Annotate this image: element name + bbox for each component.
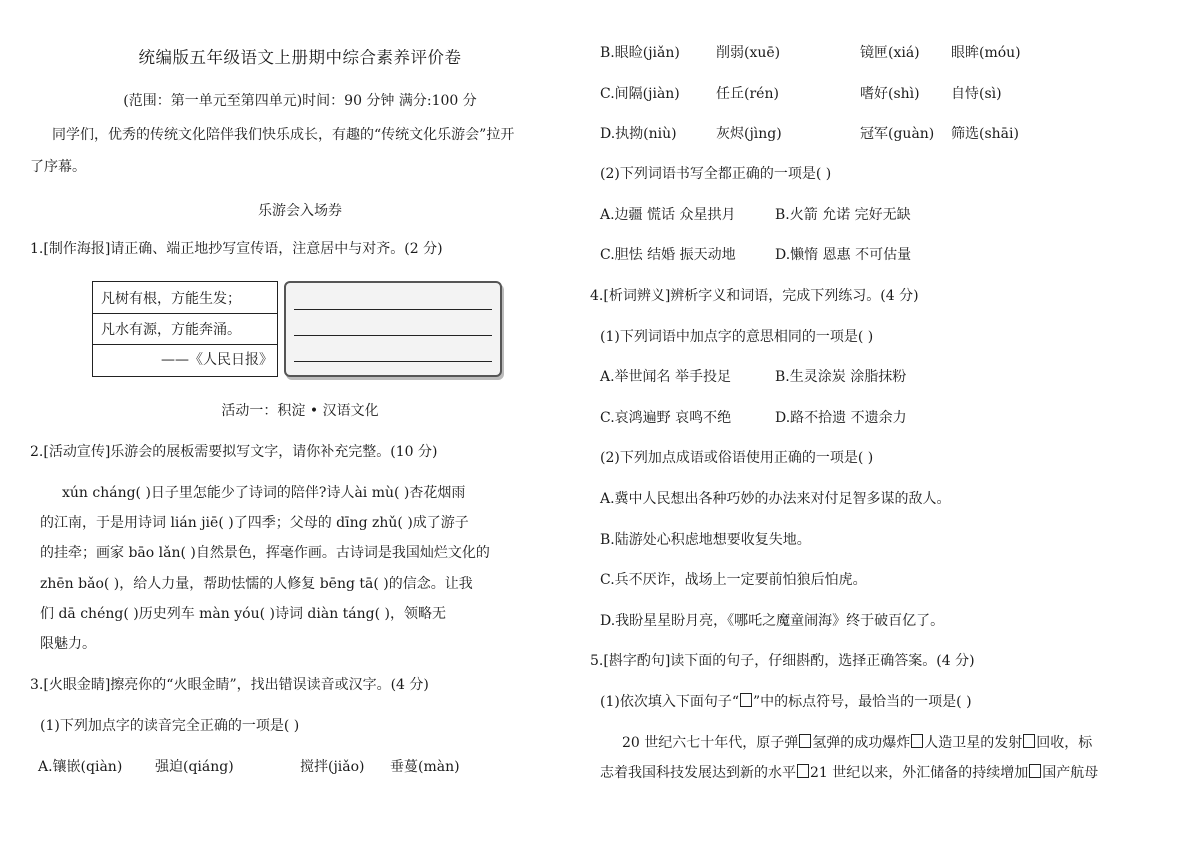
question-5: 5.[斟字酌句]读下面的句子，仔细斟酌，选择正确答案。(4 分) — [590, 653, 975, 669]
q2-line-5: 们 dā chéng( )历史列车 màn yóu( )诗词 diàn táng( )，领略无 — [40, 606, 446, 622]
section-ticket: 乐游会入场券 — [258, 203, 342, 219]
question-1: 1.[制作海报]请正确、端正地抄写宣传语，注意居中与对齐。(2 分) — [30, 241, 443, 257]
q3-1-option-b-3: 镜匣(xiá) — [860, 45, 920, 61]
q5-passage-seg: 国产航母 — [1042, 765, 1099, 781]
q4-part-2: (2)下列加点成语或俗语使用正确的一项是( ) — [600, 450, 874, 466]
q4-2-option-b: B.陆游处心积虑地想要收复失地。 — [600, 532, 811, 548]
q3-1-option-d-3: 冠军(guàn) — [860, 126, 935, 142]
q4-2-option-d: D.我盼星星盼月亮，《哪吒之魔童闹海》终于破百亿了。 — [600, 613, 945, 629]
q4-2-option-c: C.兵不厌诈，战场上一定要前怕狼后怕虎。 — [600, 572, 867, 588]
blank-mark-icon — [740, 693, 752, 707]
q3-part-1: (1)下列加点字的读音完全正确的一项是( ) — [40, 718, 300, 734]
q4-1-option-c: C.哀鸿遍野 哀鸣不绝 — [600, 410, 732, 426]
q3-1-option-b-1: B.眼睑(jiǎn) — [600, 45, 680, 61]
intro-line-1: 同学们，优秀的传统文化陪伴我们快乐成长，有趣的“传统文化乐游会”拉开 — [52, 127, 515, 143]
q3-2-option-b: B.火箭 允诺 完好无缺 — [775, 207, 911, 223]
q3-1-option-d-1: D.执拗(niù) — [600, 126, 677, 142]
blank-mark-icon[interactable] — [911, 734, 923, 748]
q4-2-option-a: A.冀中人民想出各种巧妙的办法来对付足智多谋的敌人。 — [600, 491, 951, 507]
q2-line-6: 限魅力。 — [40, 636, 96, 652]
page-title: 统编版五年级语文上册期中综合素养评价卷 — [138, 48, 462, 67]
copy-writing-box[interactable] — [284, 281, 502, 377]
q3-1-option-a-1: A.镶嵌(qiàn) — [38, 759, 123, 775]
q3-1-option-b-4: 眼眸(móu) — [951, 45, 1021, 61]
right-column — [590, 0, 1158, 848]
poem-row — [93, 313, 277, 345]
q3-1-option-a-2: 强迫(qiáng) — [155, 759, 234, 775]
q2-line-1: xún cháng( )日子里怎能少了诗词的陪伴?诗人ài mù( )杏花烟雨 — [62, 485, 466, 501]
activity-1-title: 活动一：积淀 • 汉语文化 — [221, 403, 379, 419]
q5-passage-seg: 氢弹的成功爆炸 — [812, 735, 911, 751]
left-column — [30, 0, 570, 848]
q2-line-3: 的挂牵；画家 bāo lǎn( )自然景色，挥毫作画。古诗词是我国灿烂文化的 — [40, 545, 490, 561]
q4-1-option-d: D.路不拾遗 不遗余力 — [775, 410, 907, 426]
q3-1-option-c-2: 任丘(rén) — [716, 86, 779, 102]
poem-line: 凡树有根，方能生发； — [101, 291, 241, 307]
q5-passage-line-1 — [622, 733, 1092, 753]
writing-line — [294, 309, 492, 310]
q3-1-option-c-1: C.间隔(jiàn) — [600, 86, 680, 102]
question-3: 3.[火眼金睛]擦亮你的“火眼金睛”，找出错误读音或汉字。(4 分) — [30, 677, 429, 693]
blank-mark-icon[interactable] — [1029, 764, 1041, 778]
q3-1-option-d-4: 筛选(shāi) — [951, 126, 1019, 142]
q3-1-option-a-4: 垂蔓(màn) — [390, 759, 460, 775]
poem-source: ——《人民日报》 — [161, 352, 273, 368]
q5-passage-seg: 回收，标 — [1036, 735, 1093, 751]
blank-mark-icon[interactable] — [799, 734, 811, 748]
poem-line: 凡水有源，方能奔涌。 — [101, 322, 241, 338]
poem-box — [92, 281, 278, 377]
exam-scope: (范围：第一单元至第四单元)时间：90 分钟 满分:100 分 — [123, 93, 477, 109]
q4-1-option-a: A.举世闻名 举手投足 — [600, 369, 732, 385]
q2-line-4: zhēn bǎo( )，给人力量，帮助怯懦的人修复 bēng tā( )的信念。让我 — [40, 576, 473, 592]
q3-2-option-a: A.边疆 慌话 众星拱月 — [600, 207, 736, 223]
q3-1-option-c-3: 嗜好(shì) — [860, 86, 920, 102]
q3-2-option-c: C.胆怯 结婚 振天动地 — [600, 247, 736, 263]
q3-1-option-a-3: 搅拌(jiǎo) — [300, 759, 365, 775]
q3-1-option-c-4: 自恃(sì) — [951, 86, 1002, 102]
q5-passage-seg: 志着我国科技发展达到新的水平 — [600, 765, 796, 781]
q5-passage-line-2 — [600, 763, 1098, 783]
q3-1-option-d-2: 灰烬(jìng) — [716, 126, 782, 142]
q5-passage-seg: 21 世纪以来，外汇储备的持续增加 — [810, 765, 1029, 781]
poem-row — [93, 282, 277, 314]
blank-mark-icon[interactable] — [1023, 734, 1035, 748]
q5-passage-seg: 人造卫星的发射 — [924, 735, 1023, 751]
q5-part-1 — [600, 692, 972, 712]
q4-1-option-b: B.生灵涂炭 涂脂抹粉 — [775, 369, 907, 385]
q3-part-2: (2)下列词语书写全都正确的一项是( ) — [600, 166, 832, 182]
q5-part-1-text-a: (1)依次填入下面句子“ — [600, 694, 739, 710]
question-4: 4.[析词辨义]辨析字义和词语，完成下列练习。(4 分) — [590, 288, 919, 304]
blank-mark-icon[interactable] — [797, 764, 809, 778]
q5-passage-seg: 20 世纪六七十年代，原子弹 — [622, 735, 799, 751]
writing-line — [294, 361, 492, 362]
q3-2-option-d: D.懒惰 恩惠 不可估量 — [775, 247, 912, 263]
q3-1-option-b-2: 削弱(xuē) — [716, 45, 781, 61]
writing-line — [294, 335, 492, 336]
q5-part-1-text-b: ”中的标点符号，最恰当的一项是( ) — [753, 694, 972, 710]
question-2: 2.[活动宣传]乐游会的展板需要拟写文字，请你补充完整。(10 分) — [30, 444, 438, 460]
intro-line-2: 了序幕。 — [30, 159, 86, 175]
q4-part-1: (1)下列词语中加点字的意思相同的一项是( ) — [600, 329, 874, 345]
q2-line-2: 的江南，于是用诗词 lián jiē( )了四季；父母的 dīng zhǔ( )成了游子 — [40, 515, 469, 531]
